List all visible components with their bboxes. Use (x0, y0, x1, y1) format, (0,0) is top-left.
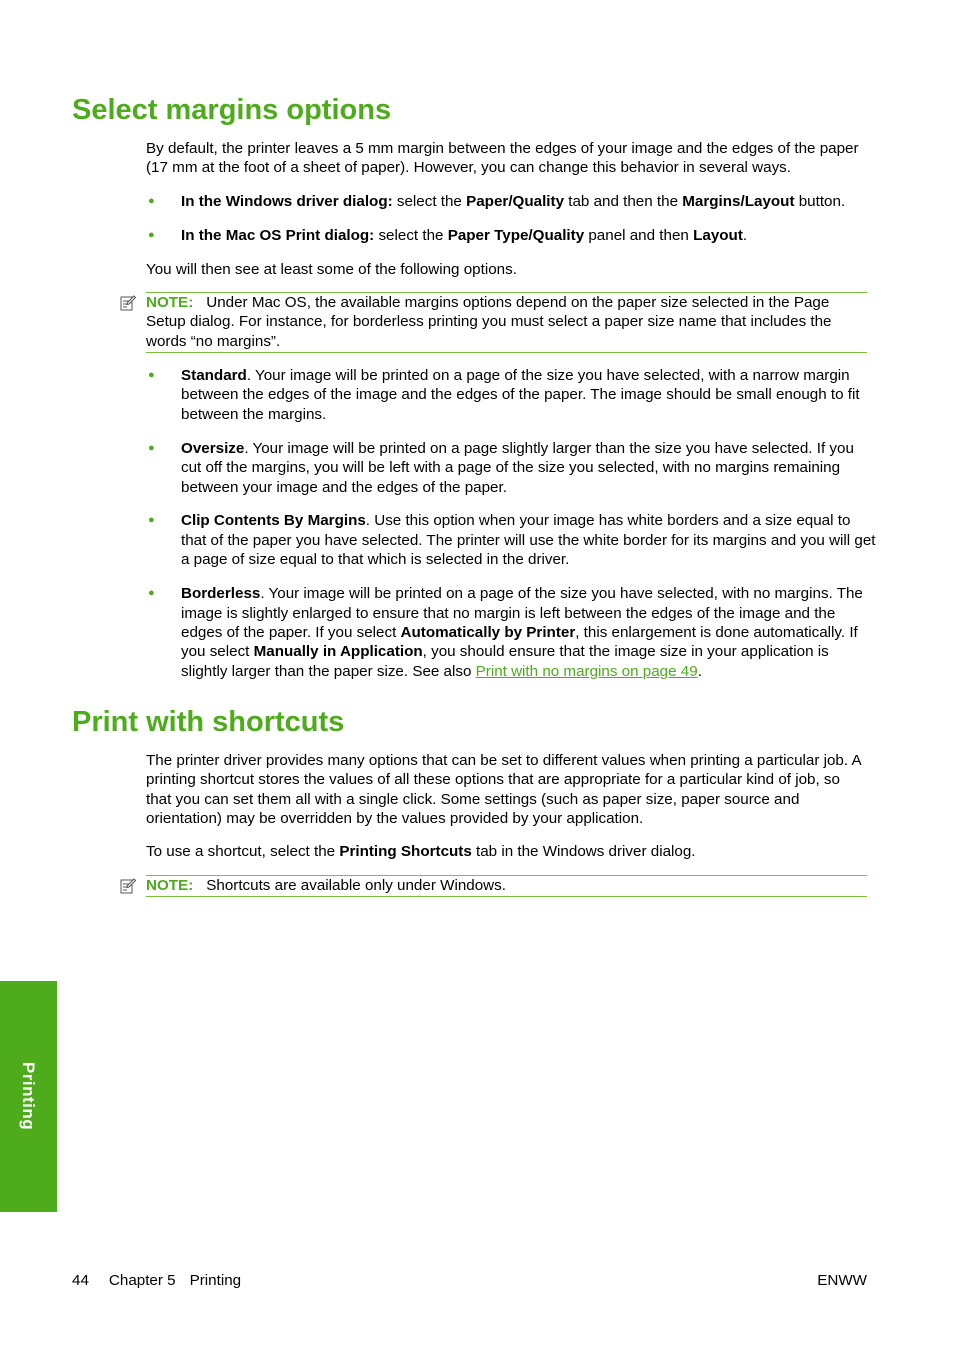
body-text: , this enlargement is done automatically. If you select (181, 623, 858, 661)
list-item (146, 226, 876, 245)
body-text: tab and then the (564, 193, 683, 210)
shortcuts-intro-block (146, 751, 868, 829)
footer-right: ENWW (817, 1272, 867, 1289)
bold-term: Clip Contents By Margins (181, 512, 366, 530)
note-text: Under Mac OS, the available margins options depend on the paper size selected in the Page Setup dialog. For instance, for borderless printing you must select a paper size name that includes the words “no margins”. (146, 294, 832, 350)
list-item (146, 584, 876, 681)
body-text: . Your image will be printed on a page of the size you have selected, with a narrow margin between the edges of the image and the edges of the paper. The image should be small enough to fit between the margins. (181, 367, 860, 423)
bold-term: Manually in Application (253, 643, 423, 661)
body-text: . (697, 662, 702, 680)
note-label: NOTE: (146, 877, 194, 894)
side-tab-label: Printing (19, 1061, 38, 1131)
body-text: select the (392, 193, 467, 210)
list-item (146, 439, 876, 497)
page-number: 44 (72, 1272, 89, 1289)
chapter-side-tab (0, 981, 57, 1212)
margin-options-list (146, 366, 876, 681)
shortcuts-intro: The printer driver provides many options that can be set to different values when printing a particular job. A printing shortcut stores the values of all these options that are appropriate for a particular kind of job, so that you can set them all with a single click. Some settings (such as paper size, paper source and orientation) may be overridden by the values provided by your application. (146, 752, 861, 828)
follow-block (146, 260, 868, 279)
section-title-margins: Select margins options (72, 94, 392, 126)
bold-term: Standard (181, 367, 247, 384)
body-text: select the (374, 226, 448, 244)
margins-intro-block (146, 139, 868, 178)
body-text: panel and then (584, 226, 694, 244)
body-text: . Your image will be printed on a page slightly larger than the size you have selected. If you cut off the margins, you will be left with a page of the size you selected, with no margins remaining between your image and the edges of the paper. (181, 439, 854, 496)
bold-term: Paper/Quality (466, 193, 565, 210)
shortcuts-use (146, 842, 868, 861)
use-bold: Printing Shortcuts (339, 843, 472, 860)
body-text: . Use this option when your image has white borders and a size equal to that of the paper you have selected. The printer will use the white border for its margins and you will get a page of size equal to that which is selected in the driver. (181, 512, 876, 569)
bold-term: Oversize (181, 439, 245, 457)
bold-term: Paper Type/Quality (447, 226, 585, 244)
note-label: NOTE: (146, 294, 194, 311)
bold-term: Layout (693, 226, 743, 244)
section-title-shortcuts: Print with shortcuts (72, 706, 345, 738)
cross-reference-link[interactable]: Print with no margins on page 49 (475, 662, 698, 680)
footer-left (72, 1271, 241, 1290)
margins-note (146, 292, 867, 353)
list-item (146, 366, 876, 424)
body-text: . Your image will be printed on a page of the size you have selected, with no margins. The image is slightly enlarged to ensure that no margin is left between the edges of the image and the edges of the paper. If you select (181, 585, 863, 641)
follow-text: You will then see at least some of the following options. (146, 261, 517, 278)
bold-term: Borderless (181, 585, 261, 603)
bold-term: Automatically by Printer (400, 623, 576, 641)
bold-term: In the Mac OS Print dialog: (181, 226, 375, 244)
list-item (146, 511, 876, 569)
bold-term: Margins/Layout (682, 193, 795, 210)
shortcuts-note (146, 875, 867, 897)
note-text: Shortcuts are available only under Windows. (206, 877, 506, 894)
note-pencil-icon (120, 295, 136, 311)
footer-chapter-title: Printing (189, 1272, 242, 1289)
options-block (146, 366, 876, 681)
footer-chapter: Chapter 5 (108, 1272, 176, 1289)
driver-bullets-block (146, 192, 876, 245)
shortcuts-use-block (146, 842, 868, 861)
body-text: . (742, 226, 748, 244)
use-before: To use a shortcut, select the (146, 843, 340, 860)
driver-bullet-list (146, 192, 876, 245)
margins-intro: By default, the printer leaves a 5 mm margin between the edges of your image and the edges of the paper (17 mm at the foot of a sheet of paper). However, you can change this behavior in several ways. (146, 140, 859, 177)
body-text: , you should ensure that the image size in your application is slightly larger than the paper size. See also (181, 643, 829, 680)
bold-term: In the Windows driver dialog: (181, 193, 393, 210)
body-text: button. (794, 193, 846, 210)
list-item (146, 192, 876, 211)
use-after: tab in the Windows driver dialog. (471, 843, 696, 860)
note-pencil-icon (120, 878, 136, 894)
